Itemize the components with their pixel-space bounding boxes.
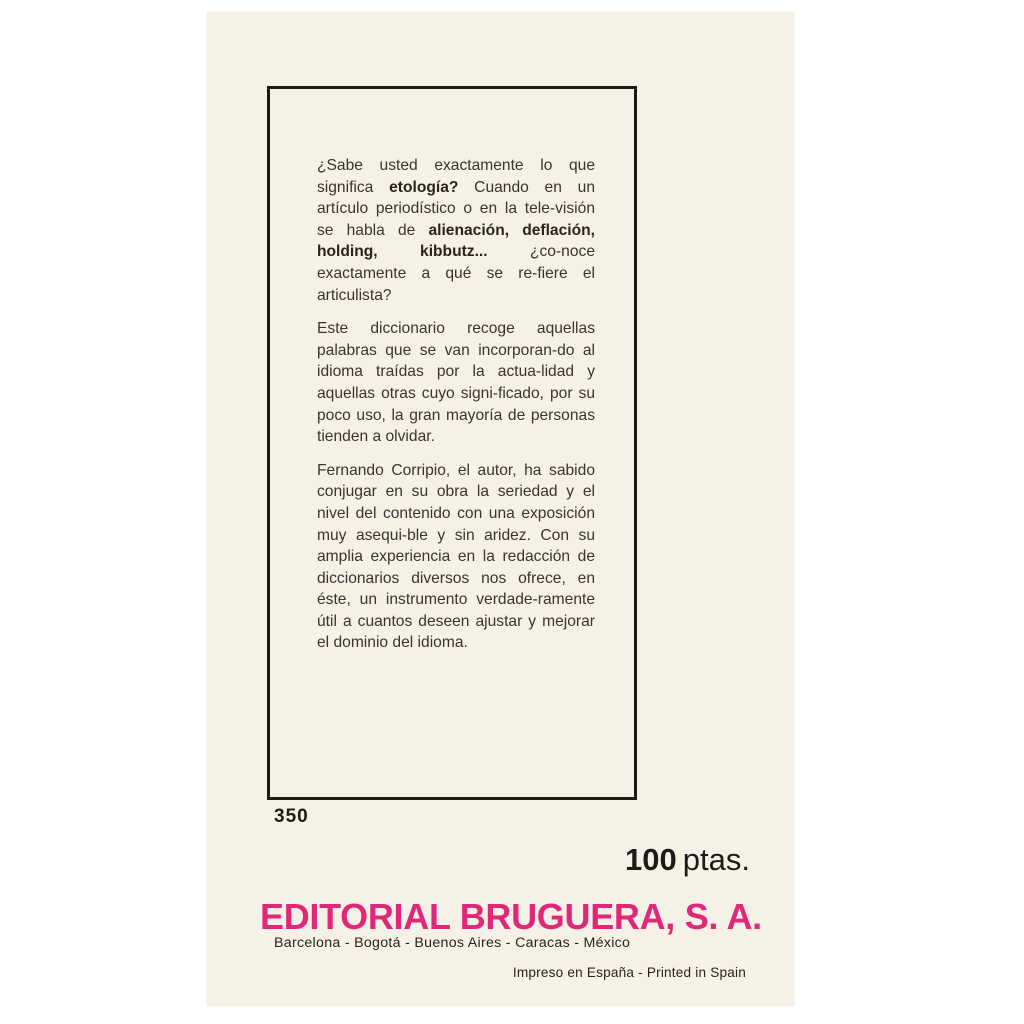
blurb-paragraph-2: Este diccionario recoge aquellas palabras que se van incorporan-do al idioma traídas por la actua-lidad y aquellas otras cuyo signi-ficado, por su poco uso, la gran mayoría de personas tienden a olvidar. [317, 320, 595, 446]
blurb-p1-text-2: Cuando en un artículo periodístico o en la tele-visión se habla de [317, 178, 596, 239]
publisher-name: EDITORIAL BRUGUERA, S. A. [260, 896, 762, 937]
blurb-paragraph-1 [317, 155, 595, 306]
price-amount: 100 [625, 842, 677, 877]
back-cover [207, 12, 794, 1006]
blurb-text [317, 155, 595, 666]
publisher-cities: Barcelona - Bogotá - Buenos Aires - Caracas - México [274, 935, 631, 951]
price-unit: ptas. [682, 842, 750, 877]
blurb-p1-text-3: ¿co-noce exactamente a qué se re-fiere el articulista? [317, 243, 595, 304]
blurb-frame [267, 86, 637, 800]
blurb-paragraph-3: Fernando Corripio, el autor, ha sabido conjugar en su obra la seriedad y el nivel del contenido con una exposición muy asequi-ble y sin aridez. Con su amplia experiencia en la redacción de diccionarios diversos nos ofrece, en éste, un instrumento verdade-ramente útil a cuantos deseen ajustar y mejorar el dominio del idioma. [317, 461, 595, 652]
series-number: 350 [274, 806, 309, 827]
blurb-p1-bold-2: alienación, deflación, holding, kibbutz... [317, 221, 595, 261]
blurb-p1-text-1: ¿Sabe usted exactamente lo que significa [317, 157, 595, 196]
blurb-p1-bold-1: etología? [389, 178, 459, 196]
price [625, 842, 750, 878]
printed-in: Impreso en España - Printed in Spain [512, 965, 746, 980]
